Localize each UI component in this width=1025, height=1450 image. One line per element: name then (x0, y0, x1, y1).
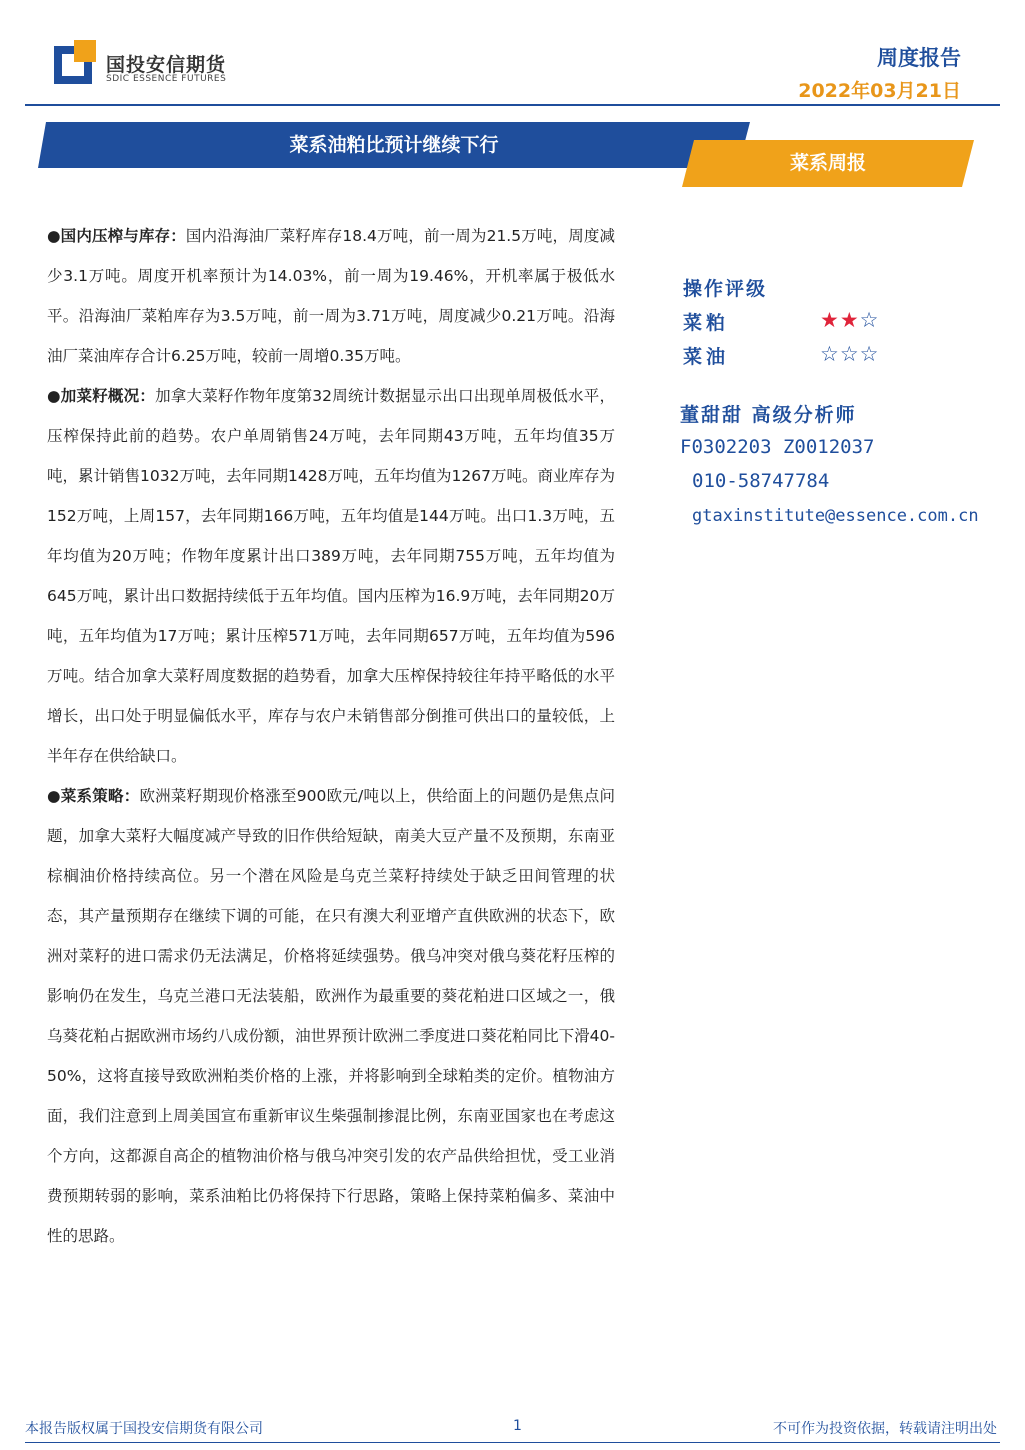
analyst-name: 董甜甜 高级分析师 (680, 404, 857, 426)
paragraph-lead: ●国内压榨与库存： (47, 227, 186, 245)
analyst-certificate: F0302203 Z0012037 (680, 436, 875, 458)
rating-row-rapeseed-meal (683, 308, 923, 338)
star-icon: ☆ (859, 342, 880, 366)
footer-notice: 不可作为投资依据，转载请注明出处 (773, 1421, 997, 1437)
report-body (47, 216, 615, 1256)
paragraph-lead: ●菜系策略： (47, 787, 140, 805)
report-type: 周度报告 (877, 46, 961, 70)
company-name-en: SDIC ESSENCE FUTURES (106, 74, 227, 84)
report-category-tag: 菜系周报 (789, 152, 866, 174)
header-divider (25, 104, 1000, 106)
rating-stars (820, 342, 879, 366)
rating-row-rapeseed-oil (683, 342, 923, 372)
report-date: 2022年03月21日 (798, 80, 961, 102)
star-icon: ☆ (859, 308, 880, 332)
company-logo (54, 40, 98, 84)
star-icon: ★ (820, 308, 840, 332)
rating-name: 菜油 (683, 346, 730, 368)
rating-stars (820, 308, 879, 332)
paragraph-domestic-crush (47, 216, 615, 376)
paragraph-text: 欧洲菜籽期现价格涨至900欧元/吨以上，供给面上的问题仍是焦点问题，加拿大菜籽大幅度减产导致的旧作供给短缺，南美大豆产量不及预期，东南亚棕榈油价格持续高位。另一个潜在风险是乌克兰菜籽持续处于缺乏田间管理的状态，其产量预期存在继续下调的可能，在只有澳大利亚增产直供欧洲的状态下，欧洲对菜籽的进口需求仍无法满足，价格将延续强势。俄乌冲突对俄乌葵花籽压榨的影响仍在发生，乌克兰港口无法装船，欧洲作为最重要的葵花粕进口区域之一，俄乌葵花粕占据欧洲市场约八成份额，油世界预计欧洲二季度进口葵花粕同比下滑40-50%，这将直接导致欧洲粕类价格的上涨，并将影响到全球粕类的定价。植物油方面，我们注意到上周美国宣布重新审议生柴强制掺混比例，东南亚国家也在考虑这个方向，这都源自高企的植物油价格与俄乌冲突引发的农产品供给担忧，受工业消费预期转弱的影响，菜系油粕比仍将保持下行思路，策略上保持菜粕偏多、菜油中性的思路。 (47, 787, 616, 1245)
paragraph-canada-rapeseed (47, 376, 615, 776)
analyst-email[interactable]: gtaxinstitute@essence.com.cn (692, 506, 979, 526)
star-icon: ☆ (820, 342, 840, 366)
footer-divider (25, 1442, 1000, 1443)
paragraph-strategy (47, 776, 615, 1256)
page-number: 1 (513, 1418, 522, 1434)
paragraph-text: 加拿大菜籽作物年度第32周统计数据显示出口出现单周极低水平，压榨保持此前的趋势。农户单周销售24万吨，去年同期43万吨，五年均值35万吨，累计销售1032万吨，去年同期1428万吨，五年均值为1267万吨。商业库存为152万吨，上周157，去年同期166万吨，五年均值是144万吨。出口1.3万吨，五年均值为20万吨；作物年度累计出口389万吨，去年同期755万吨，五年均值为645万吨，累计出口数据持续低于五年均值。国内压榨为16.9万吨，去年同期20万吨，五年均值为17万吨；累计压榨571万吨，去年同期657万吨，五年均值为596万吨。结合加拿大菜籽周度数据的趋势看，加拿大压榨保持较往年持平略低的水平增长，出口处于明显偏低水平，库存与农户未销售部分倒推可供出口的量较低，上半年存在供给缺口。 (47, 387, 615, 765)
paragraph-lead: ●加菜籽概况： (47, 387, 156, 405)
analyst-phone: 010-58747784 (692, 470, 830, 492)
star-icon: ☆ (839, 342, 860, 366)
logo-orange-square (74, 40, 96, 62)
paragraph-text: 国内沿海油厂菜籽库存18.4万吨，前一周为21.5万吨，周度减少3.1万吨。周度开机率预计为14.03%，前一周为19.46%，开机率属于极低水平。沿海油厂菜粕库存为3.5万吨，前一周为3.71万吨，周度减少0.21万吨。沿海油厂菜油库存合计6.25万吨，较前一周增0.35万吨。 (47, 227, 615, 365)
report-title: 菜系油粕比预计继续下行 (289, 134, 499, 156)
star-icon: ★ (839, 308, 860, 332)
company-name-cn: 国投安信期货 (106, 54, 227, 76)
rating-title: 操作评级 (683, 278, 768, 300)
rating-name: 菜粕 (683, 312, 730, 334)
footer-copyright: 本报告版权属于国投安信期货有限公司 (25, 1421, 263, 1437)
